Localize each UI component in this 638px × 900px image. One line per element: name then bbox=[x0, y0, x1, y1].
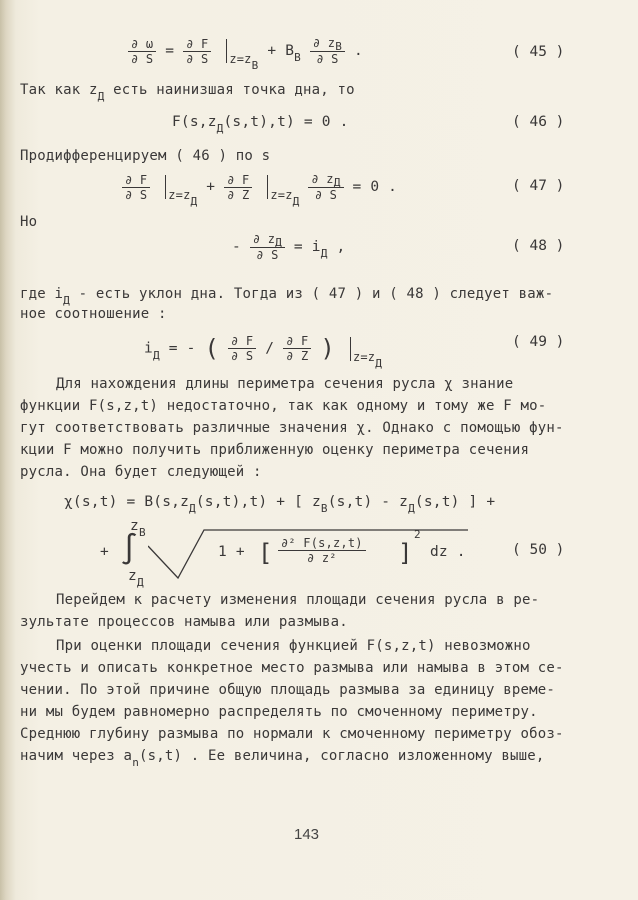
paragraph-line: Среднюю глубину размыва по нормали к смоченному периметру обоз- bbox=[20, 726, 564, 742]
equation-48: - $\frac{\partial zД}{\partial S}$ = $i_Д$ , bbox=[232, 232, 346, 262]
fraction: $\frac{\partial F}{\partial S}$ bbox=[122, 173, 150, 202]
paragraph-line: учесть и описать конкретное место размыва или намыва в этом се- bbox=[20, 660, 564, 676]
equation-49: $i_Д$ = - ( $\frac{\partial F}{\partial S}$ / $\frac{\partial F}{\partial Z}$ ) $_{z=zД}$ bbox=[144, 334, 383, 370]
equation-45: $\frac{\partial \omega}{\partial S}$ = $\frac{\partial F}{\partial S}$ $_{z=zB} + B_B$ $\frac{\partial zB}{\partial S}$ . bbox=[128, 36, 363, 66]
fraction: $\frac{\partial F}{\partial S}$ bbox=[228, 334, 256, 363]
fraction: $\frac{\partial zД}{\partial S}$ bbox=[250, 232, 285, 262]
integral-upper-limit: $z_B$ bbox=[130, 518, 146, 539]
paragraph-line: ное соотношение : bbox=[20, 306, 167, 322]
equation-number: ( 47 ) bbox=[512, 178, 565, 194]
paragraph-line: Продифференцируем ( 46 ) по s bbox=[20, 148, 271, 164]
paragraph-line: чении. По этой причине общую площадь размыва за единицу време- bbox=[20, 682, 555, 698]
paragraph-line: При оценки площади сечения функцией F(s,z,t) невозможно bbox=[56, 638, 531, 654]
fraction: $\frac{\partial F}{\partial Z}$ bbox=[224, 173, 252, 202]
equation-47: $\frac{\partial F}{\partial S}$ $_{z=zД}$ + $\frac{\partial F}{\partial Z}$ $_{z=zД}$ $\frac{\partial zД}{\partial S}$ = 0 . bbox=[122, 172, 397, 202]
equation-50-line-2: + $z_B$ ∫ $z_Д$ 1 + [ $\frac{\text{∂² F(s,z,t)}}{\text{∂ z²}}$ ] 2 dz . bbox=[100, 518, 460, 590]
paragraph-line: функции F(s,z,t) недостаточно, так как одному и тому же F мо- bbox=[20, 398, 547, 414]
paragraph-line: русла. Она будет следующей : bbox=[20, 464, 262, 480]
paragraph-line: начим через $a_n(s,t)$ . Ее величина, согласно изложенному выше, bbox=[20, 748, 545, 769]
fraction: $\frac{\partial F}{\partial Z}$ bbox=[283, 334, 311, 363]
fraction: $\frac{\partial zД}{\partial S}$ bbox=[308, 172, 343, 202]
paragraph-line: Но bbox=[20, 214, 38, 230]
paragraph-line: ни мы будем равномерно распределять по смоченному периметру. bbox=[20, 704, 538, 720]
fraction: $\frac{\partial \omega}{\partial S}$ bbox=[128, 37, 156, 66]
integral-sign: ∫ bbox=[120, 532, 139, 567]
page-number: 143 bbox=[294, 826, 320, 843]
evaluation-bar bbox=[165, 175, 166, 199]
fraction: $\frac{\partial zB}{\partial S}$ bbox=[310, 36, 345, 66]
paragraph-line: гут соответствовать различные значения χ. Однако с помощью фун- bbox=[20, 420, 564, 436]
equation-number: ( 49 ) bbox=[512, 334, 565, 350]
paragraph-line: кции F можно получить приближенную оценку периметра сечения bbox=[20, 442, 530, 458]
evaluation-bar bbox=[350, 337, 351, 361]
evaluation-bar bbox=[267, 175, 268, 199]
paragraph-line: зультате процессов намыва или размыва. bbox=[20, 614, 348, 630]
paragraph-line: Для нахождения длины периметра сечения русла χ знание bbox=[56, 376, 514, 392]
equation-number: ( 50 ) bbox=[512, 542, 565, 558]
fraction: $\frac{\partial F}{\partial S}$ bbox=[183, 37, 211, 66]
fraction: $\frac{\text{∂² F(s,z,t)}}{\text{∂ z²}}$ bbox=[278, 536, 366, 565]
integral-lower-limit: $z_Д$ bbox=[128, 568, 144, 589]
equation-number: ( 48 ) bbox=[512, 238, 565, 254]
paragraph-line: где $i_Д$ - есть уклон дна. Тогда из ( 47 ) и ( 48 ) следует важ- bbox=[20, 286, 554, 307]
equation-number: ( 46 ) bbox=[512, 114, 565, 130]
paragraph-line: Так как $z_Д$ есть наинизшая точка дна, то bbox=[20, 82, 355, 103]
evaluation-bar bbox=[226, 39, 227, 63]
equation-46: $F(s,z_Д(s,t),t) = 0$ . bbox=[172, 114, 349, 135]
paragraph-line: Перейдем к расчету изменения площади сечения русла в ре- bbox=[56, 592, 540, 608]
equation-50-line-1: $\chi(s,t) = B(s,z_Д(s,t),t)$ + [ $z_B(s,t) - z_Д(s,t)$ ] + bbox=[64, 494, 496, 515]
equation-number: ( 45 ) bbox=[512, 44, 565, 60]
